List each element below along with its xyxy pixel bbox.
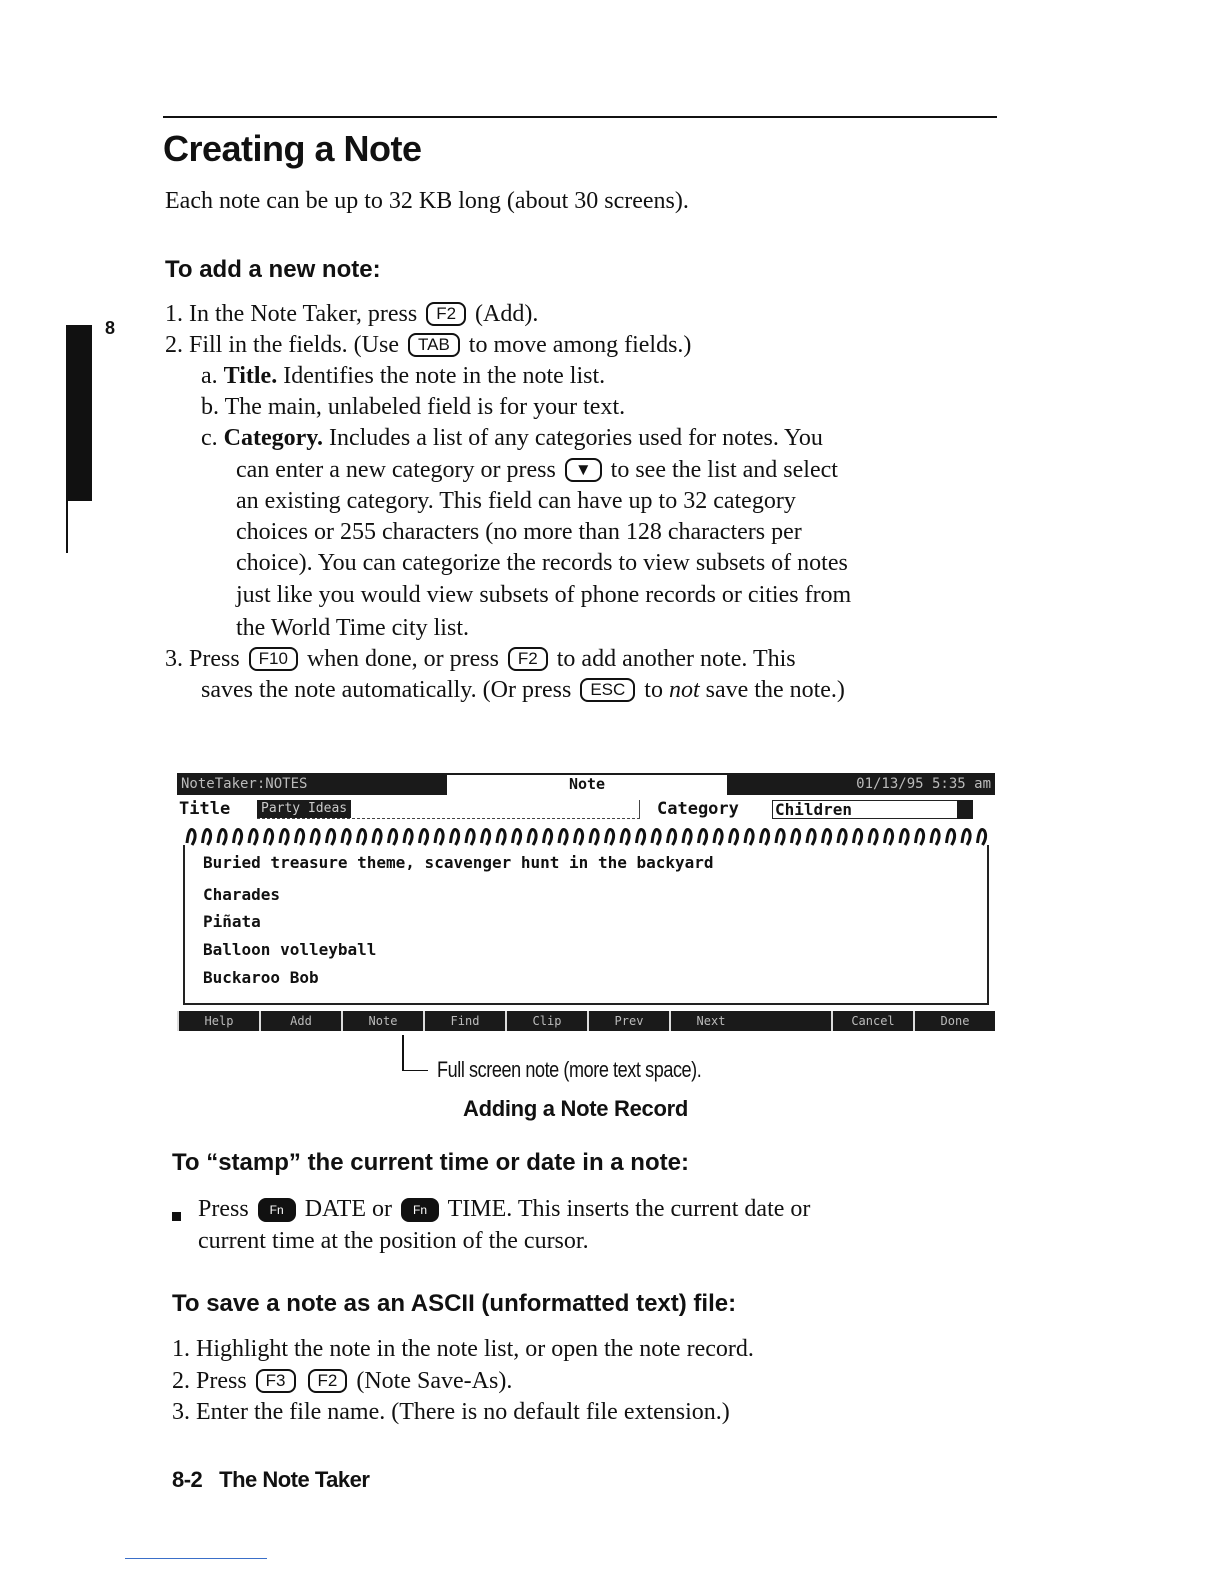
spiral-ring <box>606 830 614 846</box>
title-field <box>257 800 640 819</box>
spiral-ring <box>280 830 288 846</box>
spiral-ring <box>234 830 242 846</box>
title-field-label: Title <box>179 799 231 819</box>
step-2: 2. Fill in the fields. (Use TAB to move among fields.) <box>165 332 692 358</box>
key-f2: F2 <box>308 1369 348 1393</box>
screen-field-row <box>177 797 995 821</box>
step-2c-line3: an existing category. This field can have up to 32 category <box>236 488 796 514</box>
fkey-clip: Clip <box>505 1011 587 1031</box>
spiral-ring <box>730 830 738 846</box>
chapter-tab-line <box>66 501 68 553</box>
spiral-ring <box>311 830 319 846</box>
category-field: Children <box>772 800 972 819</box>
screen-datetime: 01/13/95 5:35 am <box>727 773 995 795</box>
callout-line <box>402 1035 404 1071</box>
save-step-1: 1. Highlight the note in the note list, or open the note record. <box>172 1336 754 1362</box>
spiral-ring <box>885 830 893 846</box>
spiral-ring <box>683 830 691 846</box>
spiral-ring <box>792 830 800 846</box>
key-esc: ESC <box>580 678 635 702</box>
step-1: 1. In the Note Taker, press F2 (Add). <box>165 301 539 327</box>
step-2c-line4: choices or 255 characters (no more than 128 characters per <box>236 519 802 545</box>
step-2c-line5: choice). You can categorize the records to view subsets of notes <box>236 550 848 576</box>
spiral-ring <box>482 830 490 846</box>
key-fn: Fn <box>258 1198 296 1222</box>
spiral-ring <box>776 830 784 846</box>
spiral-ring <box>249 830 257 846</box>
spiral-ring <box>745 830 753 846</box>
figure-caption: Adding a Note Record <box>463 1096 689 1121</box>
note-line: Buckaroo Bob <box>203 968 319 987</box>
spiral-ring <box>466 830 474 846</box>
spiral-ring <box>900 830 908 846</box>
spiral-ring <box>451 830 459 846</box>
bottom-rule <box>125 1558 267 1559</box>
step-2a: a. Title. Identifies the note in the note list. <box>201 363 606 389</box>
spiral-ring <box>544 830 552 846</box>
spiral-ring <box>373 830 381 846</box>
spiral-ring <box>931 830 939 846</box>
chapter-tab-bar <box>66 325 92 501</box>
spiral-ring <box>528 830 536 846</box>
spiral-ring <box>978 830 986 846</box>
fkey-add: Add <box>259 1011 341 1031</box>
key-tab: TAB <box>408 333 460 357</box>
callout-leader <box>402 1070 428 1071</box>
spiral-ring <box>404 830 412 846</box>
step-3-line2: saves the note automatically. (Or press ESC to not save the note.) <box>201 677 845 703</box>
spiral-ring <box>761 830 769 846</box>
note-text-area <box>183 845 989 1005</box>
key-f2: F2 <box>426 302 466 326</box>
spiral-ring <box>342 830 350 846</box>
note-line: Balloon volleyball <box>203 940 377 959</box>
step-2c-line2: can enter a new category or press ▼ to see the list and select <box>236 457 838 483</box>
section-heading-add-note: To add a new note: <box>165 256 381 283</box>
save-step-2: 2. Press F3 F2 (Note Save-As). <box>172 1368 513 1394</box>
spiral-ring <box>590 830 598 846</box>
spiral-ring <box>668 830 676 846</box>
screen-note-title: Note <box>447 773 727 795</box>
stamp-instruction-line2: current time at the position of the cursor. <box>198 1228 589 1254</box>
step-2c-line7: the World Time city list. <box>236 615 469 641</box>
note-line: Charades <box>203 885 281 904</box>
spiral-ring <box>823 830 831 846</box>
fkey-done: Done <box>913 1011 995 1031</box>
key-down-arrow: ▼ <box>565 458 602 482</box>
step-2c-line6: just like you would view subsets of phone records or cities from <box>236 582 852 608</box>
spiral-ring <box>435 830 443 846</box>
callout-text: Full screen note (more text space). <box>437 1057 702 1082</box>
key-fn: Fn <box>401 1198 439 1222</box>
spiral-ring <box>869 830 877 846</box>
page-title: Creating a Note <box>163 128 422 169</box>
spiral-ring <box>807 830 815 846</box>
function-key-bar <box>177 1011 995 1031</box>
spiral-ring <box>218 830 226 846</box>
chapter-number: 8 <box>105 318 116 338</box>
spiral-ring <box>497 830 505 846</box>
spiral-ring <box>854 830 862 846</box>
spiral-ring <box>575 830 583 846</box>
spiral-ring <box>187 830 195 846</box>
spiral-ring <box>420 830 428 846</box>
stamp-instruction: Press Fn DATE or Fn TIME. This inserts the current date or <box>198 1196 811 1222</box>
section-heading-save-ascii: To save a note as an ASCII (unformatted text) file: <box>172 1290 737 1317</box>
title-field-value: Party Ideas <box>257 800 351 818</box>
note-line: Buried treasure theme, scavenger hunt in the backyard <box>203 853 714 872</box>
save-step-3: 3. Enter the file name. (There is no default file extension.) <box>172 1399 730 1425</box>
spiral-ring <box>962 830 970 846</box>
spiral-ring <box>838 830 846 846</box>
section-heading-stamp: To “stamp” the current time or date in a note: <box>172 1149 689 1176</box>
page-footer: 8-2 The Note Taker <box>172 1467 370 1492</box>
top-rule <box>163 116 997 118</box>
spiral-ring <box>358 830 366 846</box>
category-field-label: Category <box>657 799 739 819</box>
category-dropdown-icon <box>957 800 973 819</box>
key-f2: F2 <box>508 647 548 671</box>
fkey-help: Help <box>177 1011 259 1031</box>
intro-text: Each note can be up to 32 KB long (about 30 screens). <box>165 188 689 214</box>
spiral-ring <box>265 830 273 846</box>
step-3: 3. Press F10 when done, or press F2 to add another note. This <box>165 646 796 672</box>
spiral-ring <box>203 830 211 846</box>
spiral-ring <box>947 830 955 846</box>
bullet <box>172 1212 181 1221</box>
fkey-next: Next <box>669 1011 751 1031</box>
spiral-ring <box>389 830 397 846</box>
fkey-note: Note <box>341 1011 423 1031</box>
fkey-find: Find <box>423 1011 505 1031</box>
key-f3: F3 <box>256 1369 296 1393</box>
spiral-ring <box>699 830 707 846</box>
spiral-ring <box>714 830 722 846</box>
spiral-ring <box>513 830 521 846</box>
key-f10: F10 <box>249 647 298 671</box>
spiral-ring <box>652 830 660 846</box>
spiral-ring <box>637 830 645 846</box>
spiral-ring <box>327 830 335 846</box>
step-2c: c. Category. Includes a list of any categories used for notes. You <box>201 425 823 451</box>
spiral-ring <box>621 830 629 846</box>
fkey-blank <box>751 1011 831 1031</box>
screen-app-title: NoteTaker:NOTES <box>177 773 447 795</box>
spiral-ring <box>916 830 924 846</box>
fkey-prev: Prev <box>587 1011 669 1031</box>
fkey-cancel: Cancel <box>831 1011 913 1031</box>
note-line: Piñata <box>203 912 261 931</box>
note-taker-screenshot <box>177 773 995 1031</box>
step-2b: b. The main, unlabeled field is for your text. <box>201 394 626 420</box>
spiral-ring <box>296 830 304 846</box>
spiral-ring <box>559 830 567 846</box>
